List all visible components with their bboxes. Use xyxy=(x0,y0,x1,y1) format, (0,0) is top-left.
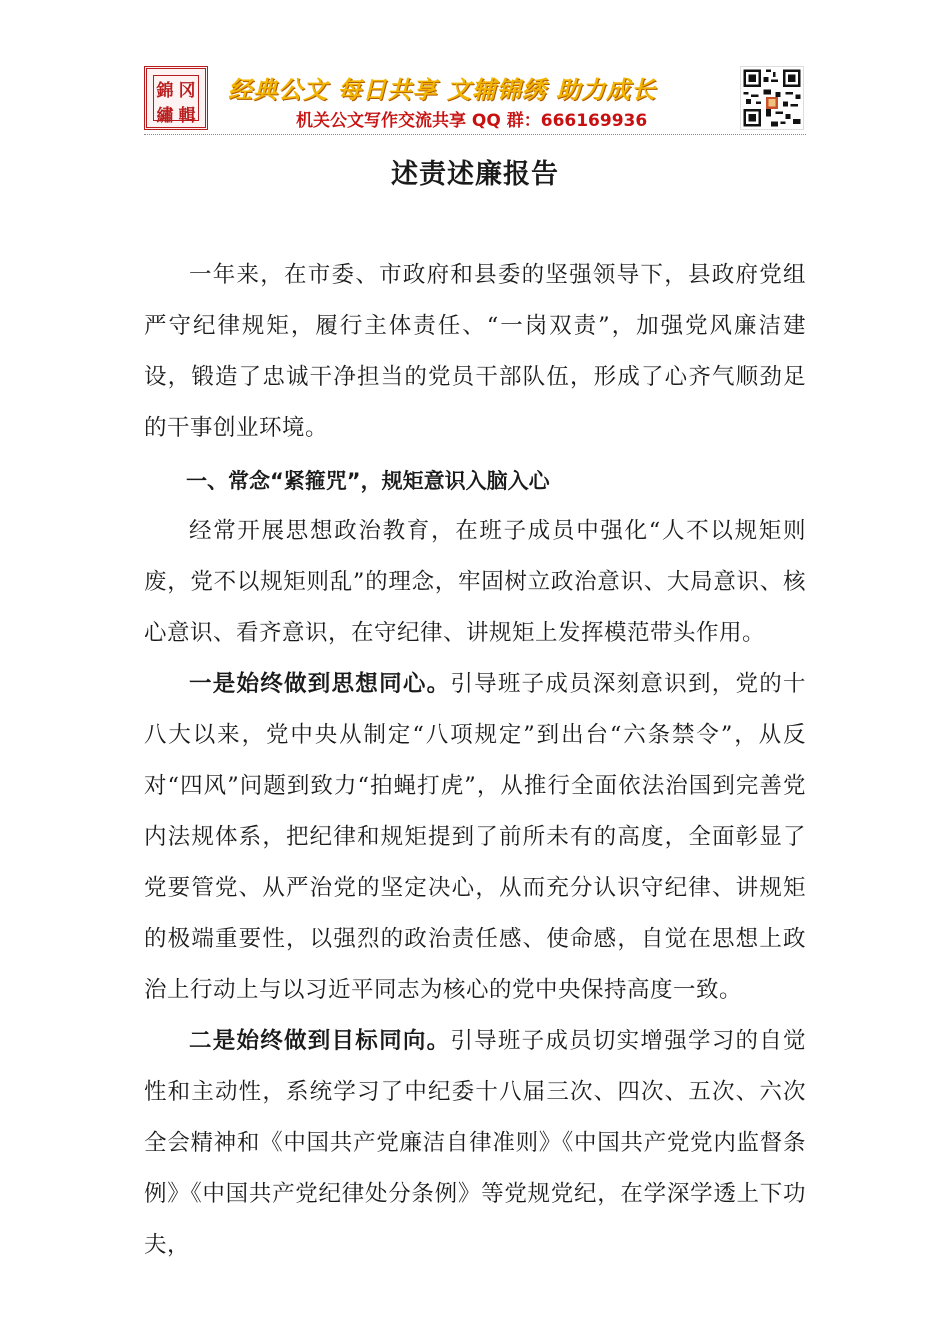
seal-char: 冈 xyxy=(178,81,196,101)
header-slogan: 经典公文 每日共享 文辅锦绣 助力成长 xyxy=(228,76,657,104)
point-paragraph-1 xyxy=(144,659,806,1016)
seal-char: 輯 xyxy=(178,106,196,126)
seal-char: 錦 xyxy=(156,81,174,101)
header-divider xyxy=(144,134,806,135)
header-banner xyxy=(0,0,950,140)
qr-code-icon xyxy=(740,66,804,130)
section-heading: 一、常念“紧箍咒”，规矩意识入脑入心 xyxy=(186,469,550,493)
document-body xyxy=(144,250,806,1271)
seal-char: 繡 xyxy=(156,106,174,126)
intro-paragraph: 一年来，在市委、市政府和县委的坚强领导下，县政府党组严守纪律规矩，履行主体责任、“一岗双责”，加强党风廉洁建设，锻造了忠诚干净担当的党员干部队伍，形成了心齐气顺劲足的干事创业环境。 xyxy=(144,262,806,441)
qq-group-line: 机关公文写作交流共享 QQ 群：666169936 xyxy=(296,111,648,131)
point-text-2: 引导班子成员切实增强学习的自觉性和主动性，系统学习了中纪委十八届三次、四次、五次、六次全会精神和《中国共产党廉洁自律准则》《中国共产党党内监督条例》《中国共产党纪律处分条例》等党规党纪，在学深学透上下功夫， xyxy=(144,1028,806,1258)
seal-logo xyxy=(144,66,208,130)
section-paragraph: 经常开展思想政治教育，在班子成员中强化“人不以规矩则废，党不以规矩则乱”的理念，牢固树立政治意识、大局意识、核心意识、看齐意识，在守纪律、讲规矩上发挥模范带头作用。 xyxy=(144,518,806,646)
point-text-1: 引导班子成员深刻意识到，党的十八大以来，党中央从制定“八项规定”到出台“六条禁令”，从反对“四风”问题到致力“拍蝇打虎”，从推行全面依法治国到完善党内法规体系，把纪律和规矩提到了前所未有的高度，全面彰显了党要管党、从严治党的坚定决心，从而充分认识守纪律、讲规矩的极端重要性，以强烈的政治责任感、使命感，自觉在思想上政治上行动上与以习近平同志为核心的党中央保持高度一致。 xyxy=(144,671,806,1003)
point-lead-1: 一是始终做到思想同心。 xyxy=(189,671,451,697)
point-lead-2: 二是始终做到目标同向。 xyxy=(189,1028,451,1054)
point-paragraph-2 xyxy=(144,1016,806,1271)
document-title: 述责述廉报告 xyxy=(391,159,559,190)
